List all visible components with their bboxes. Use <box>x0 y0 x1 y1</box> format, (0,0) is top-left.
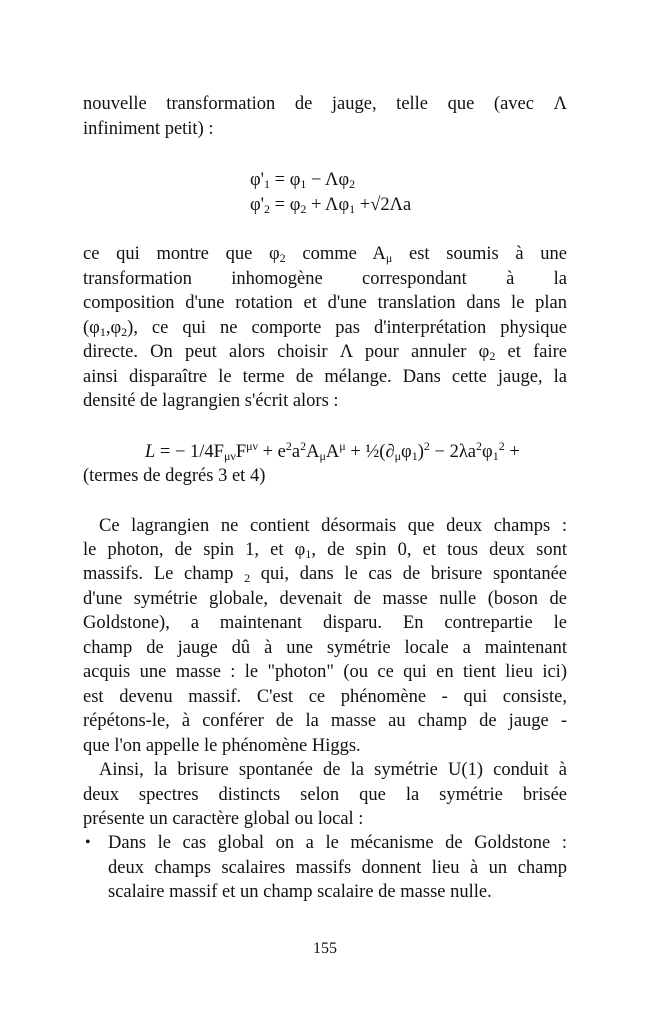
text-line <box>83 316 567 340</box>
text-run: est devenu massif. C'est ce phénomène - qui consiste, <box>83 687 567 707</box>
subscript: 2 <box>349 177 356 191</box>
text-run: deux spectres distincts selon que la symétrie brisée <box>83 785 567 805</box>
subscript: μ <box>394 449 402 463</box>
text-run: Dans le cas global on a le mécanisme de Goldstone : <box>108 833 567 853</box>
subscript: 2 <box>244 571 251 585</box>
text-run: A <box>306 442 320 462</box>
subscript: μν <box>223 449 236 463</box>
text-run: deux champs scalaires massifs donnent lieu à un champ <box>108 858 567 878</box>
italic-symbol: L <box>145 442 156 462</box>
text-run: directe. On peut alors choisir Λ pour annuler φ <box>83 342 490 362</box>
text-run: transformation inhomogène correspondant à la <box>83 269 567 289</box>
text-run: qui, dans le cas de brisure spontanée <box>250 564 567 584</box>
text-run: ce qui montre que φ <box>83 244 280 264</box>
text-line <box>83 117 567 141</box>
text-line <box>83 389 567 413</box>
page-number: 155 <box>313 940 337 957</box>
text-run: = φ <box>270 195 301 215</box>
text-run: champ de jauge dû à une symétrie locale a maintenant <box>83 638 567 658</box>
text-line <box>83 685 567 709</box>
text-run: que l'on appelle le phénomène Higgs. <box>83 736 361 756</box>
text-line <box>83 92 567 116</box>
text-run: + Λφ <box>306 195 350 215</box>
text-line <box>83 562 567 586</box>
text-run: et faire <box>495 342 567 362</box>
text-line <box>83 538 567 562</box>
superscript: μν <box>246 439 258 453</box>
subscript: μ <box>385 251 393 265</box>
equation-line <box>250 193 411 217</box>
text-run: comme A <box>285 244 386 264</box>
subscript: μ <box>319 449 326 463</box>
text-run: +√2Λa <box>355 195 412 215</box>
text-line <box>108 880 567 904</box>
text-line <box>108 856 567 880</box>
subscript: 1 <box>264 177 271 191</box>
superscript: 2 <box>300 439 307 453</box>
text-run: ), ce qui ne comporte pas d'interprétation physique <box>127 318 567 338</box>
text-run: A <box>325 442 340 462</box>
superscript: μ <box>339 439 346 453</box>
text-run: ) <box>417 442 424 462</box>
text-line <box>83 587 567 611</box>
text-line <box>83 709 567 733</box>
text-line <box>108 831 567 855</box>
subscript: 2 <box>279 251 286 265</box>
text-run: a <box>291 442 301 462</box>
text-line <box>83 365 567 389</box>
text-run: φ <box>482 442 493 462</box>
text-run: − Λφ <box>306 170 350 190</box>
text-line <box>83 783 567 807</box>
text-run: répétons-le, à conférer de la masse au champ de jauge - <box>83 711 567 731</box>
text-line <box>83 807 567 831</box>
subscript: 2 <box>489 349 496 363</box>
text-run: = − 1/4F <box>155 442 224 462</box>
text-run: composition d'une rotation et d'une translation dans le plan <box>83 293 567 313</box>
text-run: infiniment petit) : <box>83 119 214 139</box>
subscript: 2 <box>300 202 307 216</box>
subscript: 1 <box>99 325 106 339</box>
bullet-point: • <box>85 834 91 851</box>
text-run: le photon, de spin 1, et φ <box>83 540 306 560</box>
text-line <box>83 636 567 660</box>
subscript: 1 <box>305 547 312 561</box>
text-run: Ainsi, la brisure spontanée de la symétrie U(1) conduit à <box>99 760 567 780</box>
text-run: + <box>504 442 520 462</box>
text-run: Ce lagrangien ne contient désormais que deux champs : <box>99 516 567 536</box>
text-line <box>83 611 567 635</box>
text-run: φ' <box>250 195 265 215</box>
text-run: présente un caractère global ou local : <box>83 809 364 829</box>
text-line <box>83 734 567 758</box>
superscript: 2 <box>423 439 430 453</box>
subscript: 2 <box>121 325 128 339</box>
text-run: d'une symétrie globale, devenait de masse nulle (boson de <box>83 589 567 609</box>
text-run: Goldstone), a maintenant disparu. En contrepartie le <box>83 613 567 633</box>
text-run: − 2λa <box>429 442 477 462</box>
text-line <box>83 660 567 684</box>
text-line <box>83 340 567 364</box>
equation-line <box>250 168 355 192</box>
text-run: ainsi disparaître le terme de mélange. Dans cette jauge, la <box>83 367 567 387</box>
subscript: 1 <box>492 449 499 463</box>
text-run: est soumis à une <box>392 244 567 264</box>
subscript: 1 <box>411 449 418 463</box>
text-line <box>83 291 567 315</box>
text-run: acquis une masse : le "photon" (ou ce qui en tient lieu ici) <box>83 662 567 682</box>
text-line <box>99 758 567 782</box>
equation-line <box>145 440 520 464</box>
subscript: 2 <box>264 202 271 216</box>
text-line <box>83 242 567 266</box>
text-run: densité de lagrangien s'écrit alors : <box>83 391 339 411</box>
text-run: (φ <box>83 318 100 338</box>
text-run: = φ <box>270 170 301 190</box>
text-run: + ½(∂ <box>345 442 395 462</box>
text-run: , de spin 0, et tous deux sont <box>311 540 567 560</box>
subscript: 1 <box>349 202 356 216</box>
text-line <box>83 267 567 291</box>
superscript: 2 <box>285 439 292 453</box>
superscript: 2 <box>498 439 505 453</box>
text-line <box>99 514 567 538</box>
superscript: 2 <box>476 439 483 453</box>
text-run: massifs. Le champ <box>83 564 245 584</box>
text-run: nouvelle transformation de jauge, telle que (avec Λ <box>83 94 567 114</box>
text-run: F <box>235 442 247 462</box>
text-run: + e <box>257 442 286 462</box>
text-run: (termes de degrés 3 et 4) <box>83 466 266 486</box>
text-run: φ' <box>250 170 265 190</box>
text-line <box>83 464 567 488</box>
text-run: φ <box>401 442 412 462</box>
text-run: scalaire massif et un champ scalaire de masse nulle. <box>108 882 492 902</box>
subscript: 1 <box>300 177 307 191</box>
text-run: ,φ <box>105 318 122 338</box>
